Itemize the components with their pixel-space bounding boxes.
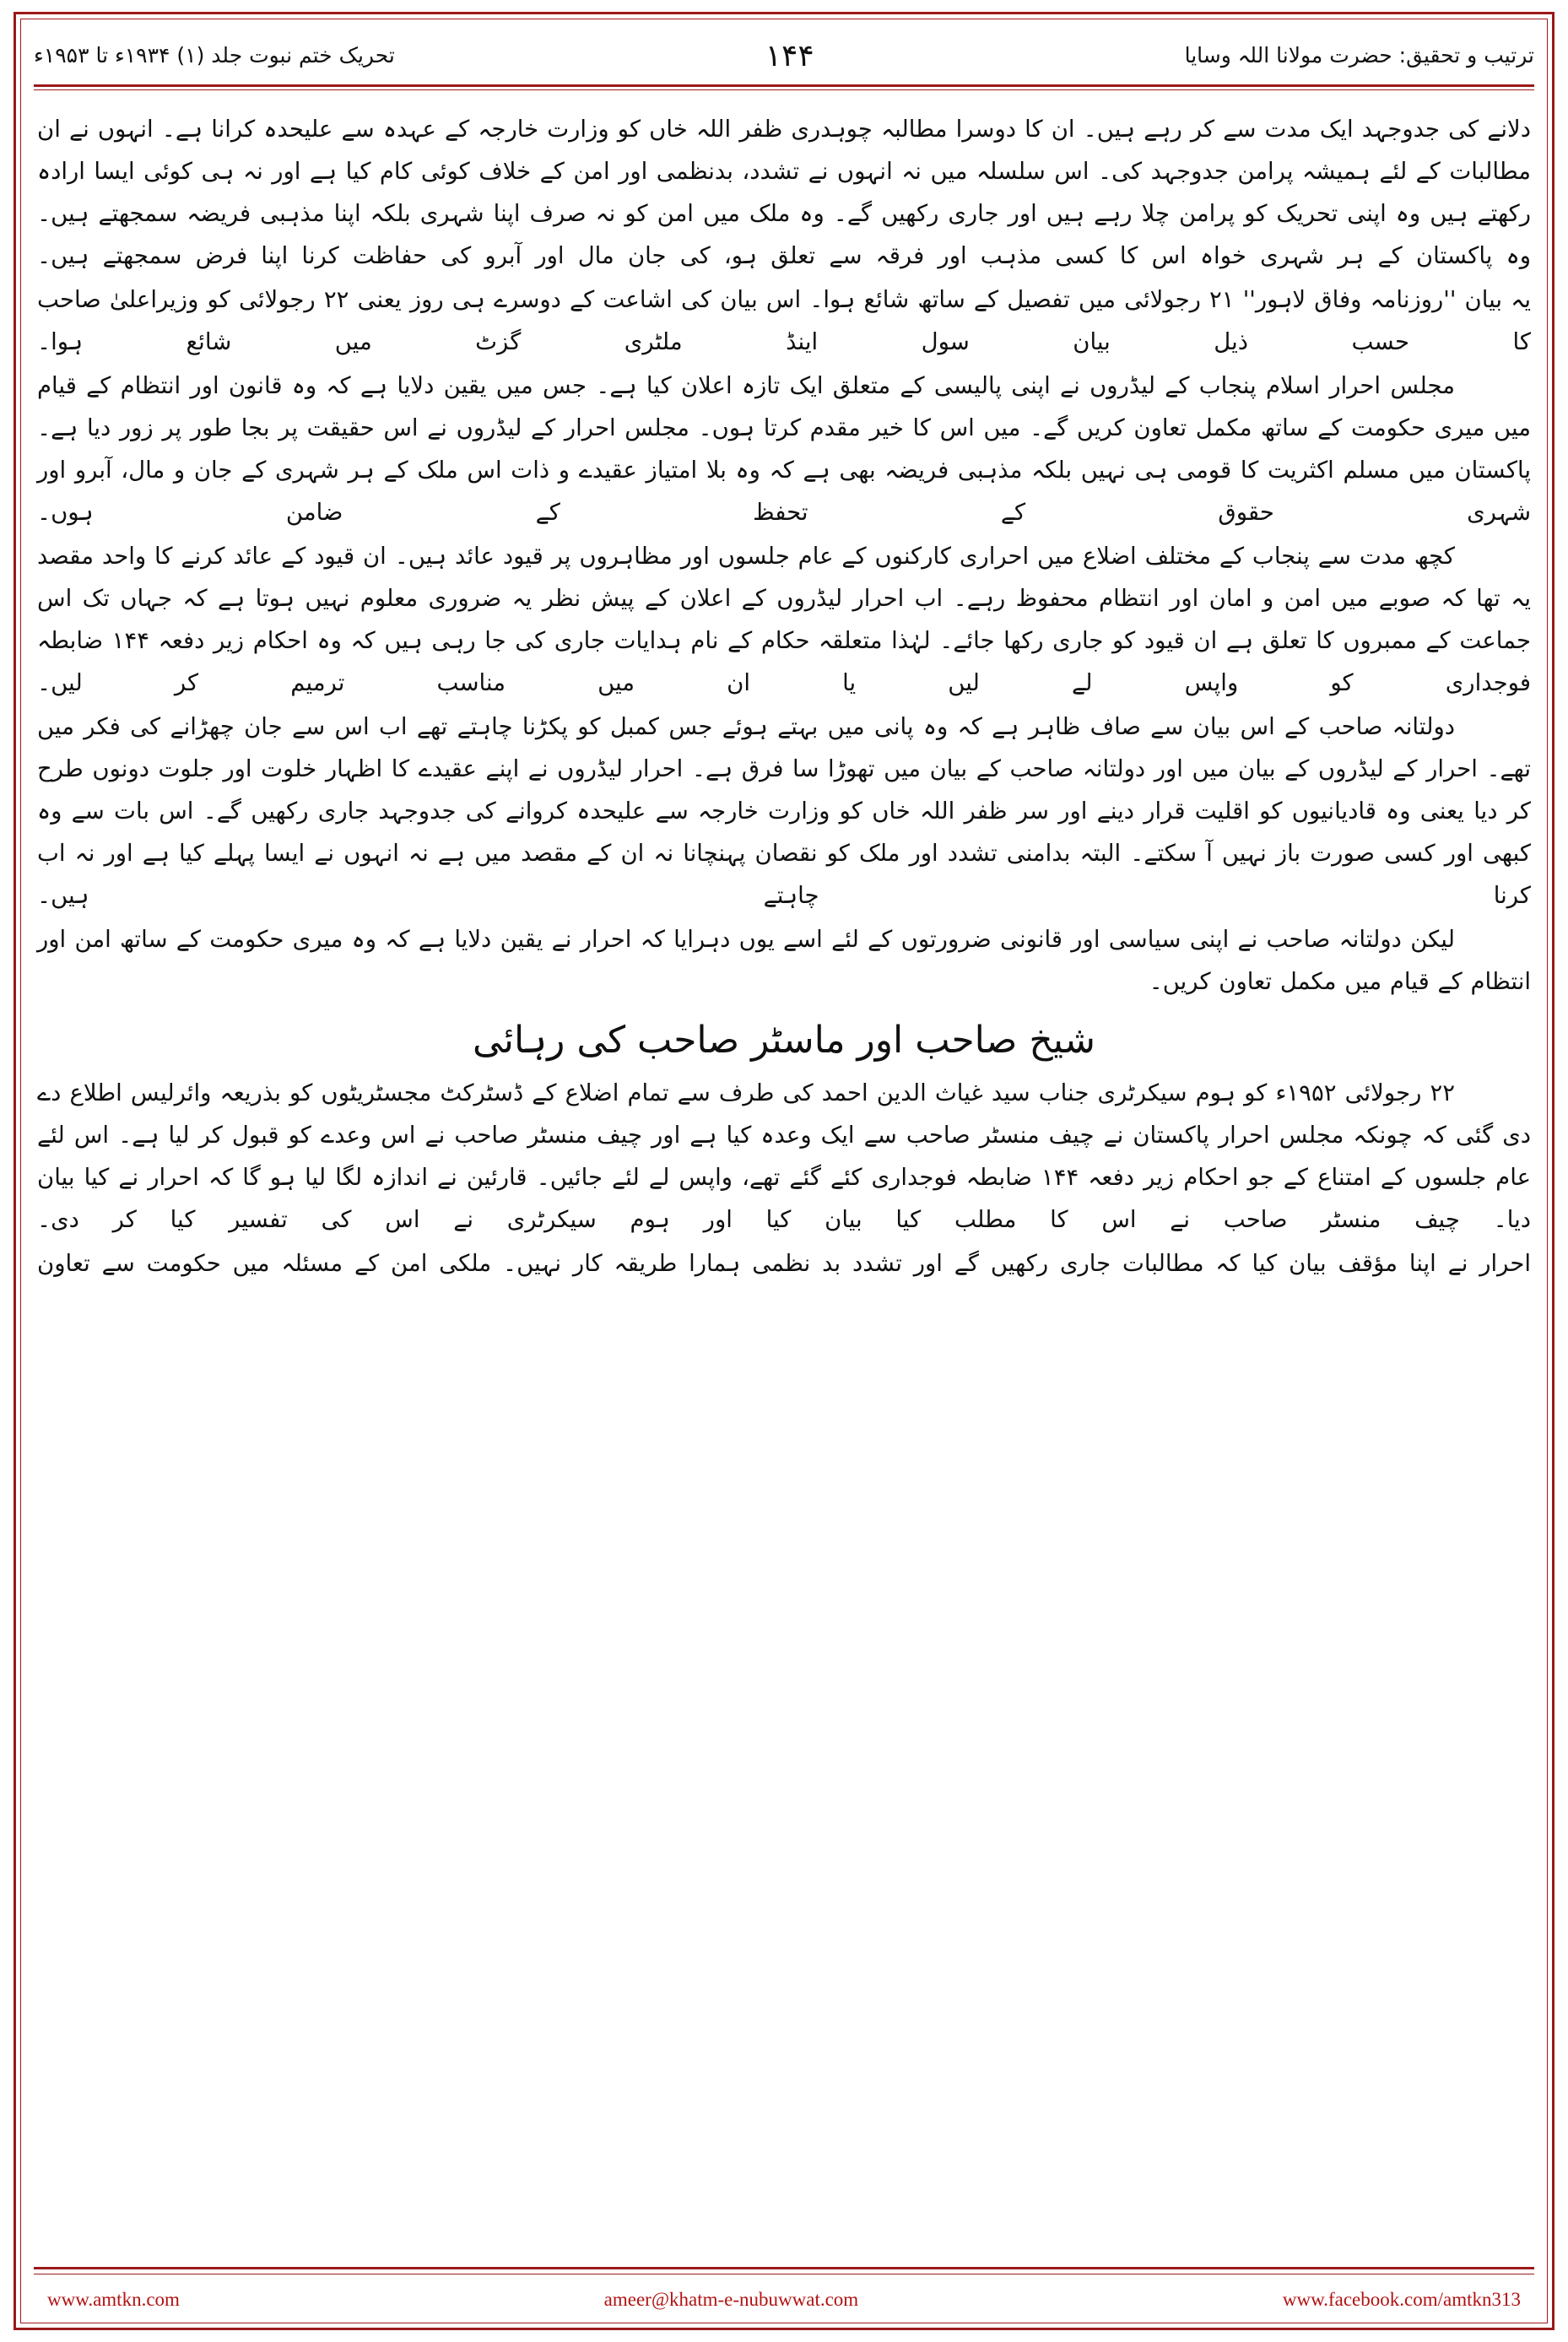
header-compiler: ترتیب و تحقیق: حضرت مولانا اللہ وسایا: [1184, 43, 1534, 68]
footer-email[interactable]: ameer@khatm-e-nubuwwat.com: [603, 2289, 859, 2310]
page-footer: [47, 2281, 1521, 2318]
page-header: [34, 25, 1534, 86]
paragraph-1: دلانے کی جدوجہد ایک مدت سے کر رہے ہیں۔ ان کا دوسرا مطالبہ چوہدری ظفر اللہ خاں کو وزارت خارجہ کے عہدہ سے علیحدہ کرانا ہے۔ انہوں نے ان مطالبات کے لئے ہمیشہ پرامن جدوجہد کی۔ اس سلسلہ میں نہ انہوں نے تشدد، بدنظمی اور امن کے خلاف کوئی کام کیا ہے اور نہ ہی کوئی ایسا ارادہ رکھتے ہیں وہ اپنی تحریک کو پرامن چلا رہے ہیں اور جاری رکھیں گے۔ وہ ملک میں امن کو نہ صرف اپنا شہری بلکہ اپنا مذہبی فریضہ سمجھتے ہیں۔ وہ پاکستان کے ہر شہری خواہ اس کا کسی مذہب اور فرقہ سے تعلق ہو، کی جان مال اور آبرو کی حفاظت کرنا اپنا فرض سمجھتے ہیں۔: [37, 116, 1531, 269]
paragraph-6: لیکن دولتانہ صاحب نے اپنی سیاسی اور قانونی ضرورتوں کے لئے اسے یوں دہرایا کہ احرار نے یقین دلایا ہے کہ وہ میری حکومت کے ساتھ امن اور انتظام کے قیام میں مکمل تعاون کریں۔: [37, 926, 1531, 995]
footer-facebook-link[interactable]: www.facebook.com/amtkn313: [1282, 2289, 1521, 2310]
header-divider: [34, 84, 1534, 87]
paragraph-3: مجلس احرار اسلام پنجاب کے لیڈروں نے اپنی پالیسی کے متعلق ایک تازہ اعلان کیا ہے۔ جس میں یقین دلایا ہے کہ وہ قانون اور انتظام کے قیام میں میری حکومت کے ساتھ مکمل تعاون کریں گے۔ میں اس کا خیر مقدم کرتا ہوں۔ مجلس احرار کے لیڈروں نے اس حقیقت پر بجا طور پر زور دیا ہے۔ پاکستان میں مسلم اکثریت کا قومی ہی نہیں بلکہ مذہبی فریضہ بھی ہے کہ وہ بلا امتیاز عقیدے و ذات اس ملک کے ہر شہری کے جان و مال، آبرو اور شہری حقوق کے تحفظ کے ضامن ہوں۔: [37, 372, 1531, 526]
section-heading: شیخ صاحب اور ماسٹر صاحب کی رہائی: [473, 1019, 1095, 1062]
paragraph-2: یہ بیان ''روزنامہ وفاق لاہور'' ۲۱ رجولائی میں تفصیل کے ساتھ شائع ہوا۔ اس بیان کی اشاعت کے دوسرے ہی روز یعنی ۲۲ رجولائی کو وزیراعلیٰ صاحب کا حسب ذیل بیان سول اینڈ ملٹری گزٹ میں شائع ہوا۔: [37, 286, 1532, 355]
paragraph-4: کچھ مدت سے پنجاب کے مختلف اضلاع میں احراری کارکنوں کے عام جلسوں اور مظاہروں پر قیود عائد ہیں۔ ان قیود کے عائد کرنے کا واحد مقصد یہ تھا کہ صوبے میں امن و امان اور انتظام محفوظ رہے۔ اب احرار لیڈروں کے اعلان کے پیش نظر یہ ضروری معلوم نہیں ہوتا ہے کہ جہاں تک اس جماعت کے ممبروں کا تعلق ہے ان قیود کو جاری رکھا جائے۔ لہٰذا متعلقہ حکام کے نام ہدایات جاری کی جا رہی ہیں کہ وہ احکام زیر دفعہ ۱۴۴ ضابطہ فوجداری کو واپس لے لیں یا ان میں مناسب ترمیم کر لیں۔: [37, 543, 1532, 696]
paragraph-5: دولتانہ صاحب کے اس بیان سے صاف ظاہر ہے کہ وہ پانی میں بہتے ہوئے جس کمبل کو پکڑنا چاہتے تھے اب اس سے جان چھڑانے کی فکر میں تھے۔ احرار کے لیڈروں کے بیان میں اور دولتانہ صاحب کے بیان میں تھوڑا سا فرق ہے۔ احرار لیڈروں نے اپنے عقیدے کا اظہار خلوت اور جلوت دونوں طرح کر دیا یعنی وہ قادیانیوں کو اقلیت قرار دینے اور سر ظفر اللہ خاں کو وزارت خارجہ سے علیحدہ کروانے کی جدوجہد جاری رکھیں گے۔ اس بات سے وہ کبھی اور کسی صورت باز نہیں آ سکتے۔ البتہ بدامنی تشدد اور ملک کو نقصان پہنچانا نہ ان کے مقصد میں ہے نہ انہوں نے ایسا پہلے کیا ہے اور نہ اب کرنا چاہتے ہیں۔: [37, 713, 1531, 909]
page-content: [37, 108, 1531, 2241]
header-divider-thin: [34, 89, 1534, 90]
footer-website-link[interactable]: www.amtkn.com: [47, 2289, 180, 2310]
paragraph-7: ۲۲ رجولائی ۱۹۵۲ء کو ہوم سیکرٹری جناب سید غیاث الدین احمد کی طرف سے تمام اضلاع کے ڈسٹرکٹ مجسٹریٹوں کو بذریعہ وائرلیس اطلاع دے دی گئی کہ چونکہ مجلس احرار پاکستان نے چیف منسٹر صاحب سے ایک وعدہ کیا ہے اور چیف منسٹر صاحب نے اس وعدے کو قبول کر لیا ہے۔ اس لئے عام جلسوں کے امتناع کے جو احکام زیر دفعہ ۱۴۴ ضابطہ فوجداری کئے گئے تھے، واپس لے لئے جائیں۔ قارئین نے اندازہ لگا لیا ہو گا کہ احرار نے کیا بیان دیا۔ چیف منسٹر صاحب نے اس کا مطلب کیا بیان کیا اور ہوم سیکرٹری نے اس کی تفسیر کیا کر دی۔: [37, 1079, 1531, 1233]
page-number: ۱۴۴: [765, 38, 814, 73]
header-book-title: تحریک ختم نبوت جلد (۱) ۱۹۳۴ء تا ۱۹۵۳ء: [34, 43, 395, 68]
paragraph-8: احرار نے اپنا مؤقف بیان کیا کہ مطالبات جاری رکھیں گے اور تشدد بد نظمی ہمارا طریقہ کار نہیں۔ ملکی امن کے مسئلہ میں حکومت سے تعاون: [37, 1249, 1531, 1277]
footer-divider: [34, 2267, 1534, 2269]
